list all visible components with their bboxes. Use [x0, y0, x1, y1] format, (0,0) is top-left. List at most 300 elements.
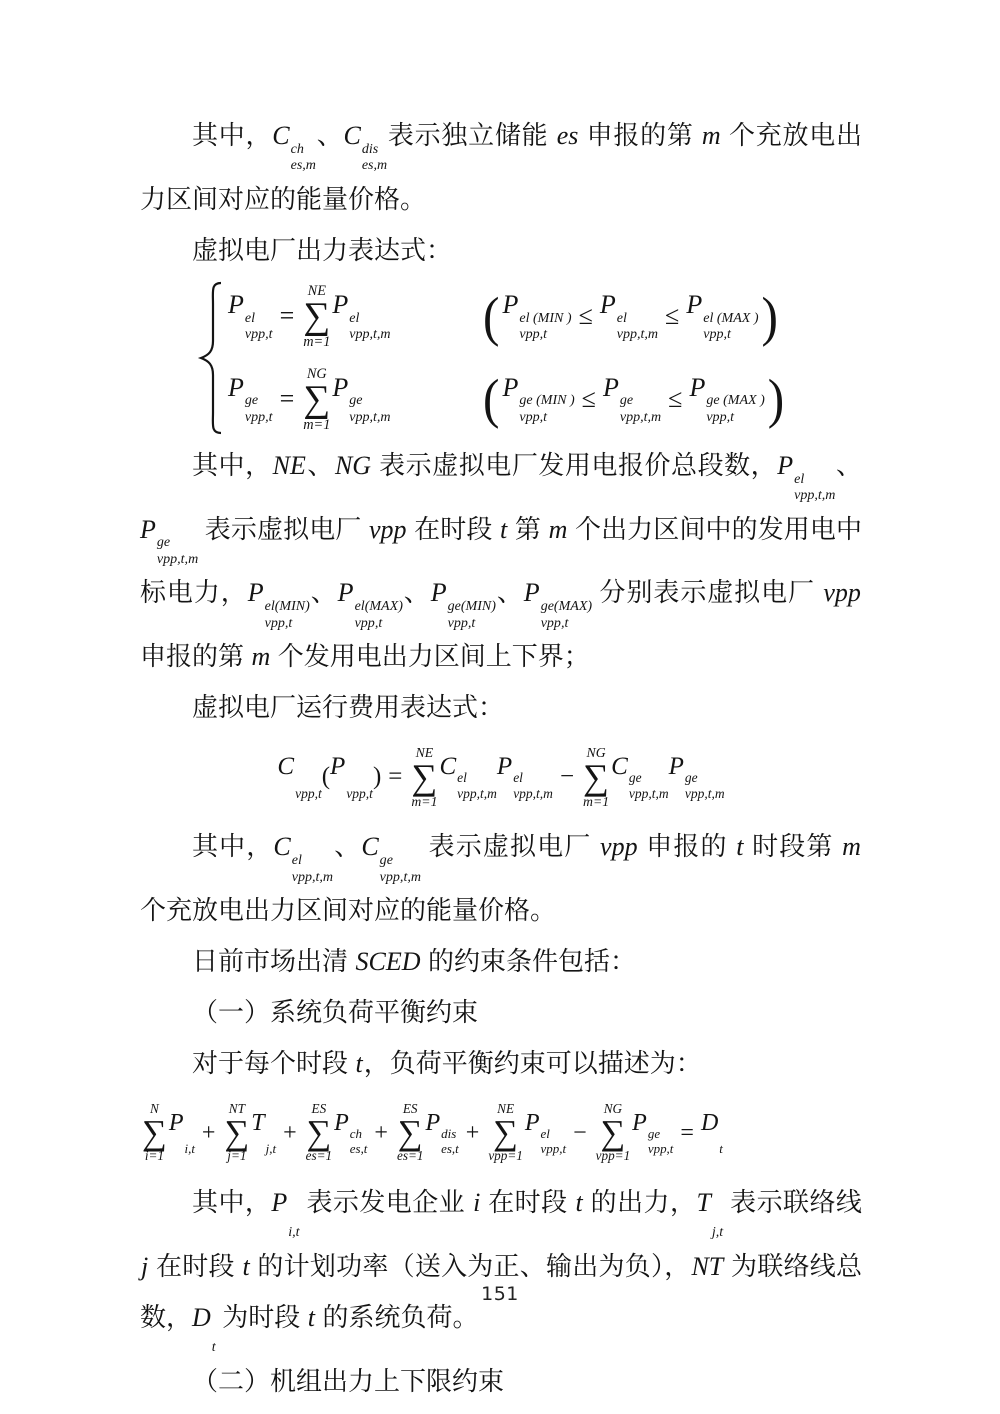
math-base: P — [430, 578, 447, 608]
text-run: （一）系统负荷平衡约束 — [192, 998, 479, 1028]
text-run: 表示联络 — [723, 1188, 836, 1218]
latin-italic-run: es — [556, 121, 579, 150]
math-variable — [611, 753, 668, 802]
math-variable — [334, 1110, 367, 1157]
math-superscript: el — [794, 470, 805, 487]
math-variable — [502, 290, 571, 343]
para-vpp-price — [140, 821, 862, 936]
math-variable — [632, 1110, 673, 1157]
sum-upper-limit: NE — [497, 1101, 515, 1117]
text-run: ) — [372, 763, 382, 791]
math-subscript: es,m — [361, 157, 388, 174]
latin-italic-run: NE — [272, 450, 306, 480]
math-base: P — [524, 1109, 540, 1136]
math-operator: + — [465, 1119, 480, 1146]
sigma-icon: ∑ — [303, 295, 331, 338]
sum-lower-limit: m=1 — [303, 416, 331, 433]
sum-operator — [488, 1102, 523, 1164]
math-superscript: el (MIN ) — [519, 309, 572, 326]
math-base: P — [228, 372, 244, 402]
sum-lower-limit: es=1 — [305, 1148, 333, 1164]
math-operator: = — [279, 384, 295, 414]
text-run: 在时段 — [407, 514, 500, 544]
equation-condition — [480, 368, 787, 430]
text-run: 日前市场出清 — [192, 947, 355, 977]
sum-upper-limit: NT — [228, 1101, 245, 1117]
math-operator: ≤ — [668, 384, 683, 414]
math-superscript: el — [457, 770, 467, 786]
math-variable — [228, 290, 273, 343]
equation-row — [228, 366, 787, 433]
math-scripts — [541, 1126, 567, 1157]
sigma-icon: ∑ — [224, 1113, 250, 1153]
math-superscript — [346, 770, 373, 786]
para-heading-two — [140, 1356, 862, 1407]
latin-italic-run: vpp — [823, 578, 861, 608]
equation-left — [228, 366, 480, 433]
latin-italic-run: m — [251, 642, 271, 672]
sum-operator — [306, 1102, 332, 1164]
latin-italic-run: m — [701, 121, 721, 150]
text-run: 、 — [333, 832, 362, 862]
text-run: 时段 — [744, 832, 807, 862]
sum-operator — [596, 1102, 631, 1164]
math-base: P — [523, 578, 540, 608]
math-operator: + — [201, 1119, 216, 1146]
sum-lower-limit: es=1 — [396, 1148, 424, 1164]
math-subscript: vpp,t,m — [513, 785, 553, 801]
sum-upper-limit: ES — [311, 1101, 327, 1117]
math-superscript: ch — [349, 1125, 363, 1141]
math-base: P — [686, 290, 703, 320]
para-vpp-cost-caption — [140, 682, 862, 733]
text-run: 、 — [306, 450, 334, 480]
math-superscript: el — [349, 309, 360, 326]
math-scripts — [350, 1126, 368, 1157]
math-scripts — [719, 1126, 723, 1157]
big-paren: ( — [483, 285, 500, 348]
math-variable — [439, 753, 496, 802]
math-subscript: vpp,t — [519, 326, 548, 343]
vpp-output-system — [196, 280, 862, 436]
text-run: 络线总数， — [140, 1251, 862, 1332]
math-subscript: vpp,t,m — [349, 409, 391, 426]
para-sced-intro — [140, 936, 862, 987]
text-run: 虚拟电厂运行费用表达式： — [192, 693, 505, 723]
text-run: 为时段 — [215, 1302, 307, 1332]
math-variable — [525, 1110, 566, 1157]
sigma-icon: ∑ — [303, 377, 331, 420]
math-scripts — [620, 392, 661, 425]
math-variable — [273, 821, 333, 885]
math-superscript — [719, 1126, 723, 1141]
math-subscript: i,t — [184, 1141, 195, 1157]
math-variable — [271, 1177, 299, 1241]
sum-upper-limit: NE — [415, 745, 434, 761]
text-run: 的系统负荷。 — [315, 1302, 479, 1332]
text-run: 、 — [315, 121, 344, 150]
latin-italic-run: SCED — [355, 947, 421, 977]
sigma-icon: ∑ — [306, 1113, 332, 1153]
sum-lower-limit: vpp=1 — [488, 1148, 523, 1164]
text-run: 个充放电出力区间对应的能量价格。 — [140, 896, 557, 926]
math-subscript: vpp,t — [346, 785, 373, 801]
math-variable — [425, 1110, 458, 1157]
math-base: P — [337, 578, 354, 608]
math-variable — [248, 567, 310, 631]
math-variable — [338, 567, 403, 631]
math-scripts — [513, 770, 553, 802]
math-subscript: vpp,t,m — [156, 550, 199, 567]
math-base: C — [439, 752, 457, 780]
math-scripts — [295, 770, 322, 802]
text-run: ( — [321, 763, 331, 791]
math-variable — [251, 1110, 276, 1157]
sigma-icon: ∑ — [411, 756, 438, 797]
math-base: T — [251, 1109, 265, 1136]
math-scripts — [448, 598, 496, 631]
math-operator: ≤ — [581, 384, 596, 414]
math-superscript: ge(MIN) — [447, 598, 496, 615]
math-operator: ≤ — [578, 301, 593, 331]
sum-operator — [224, 1102, 249, 1164]
math-variable — [777, 440, 835, 504]
text-run: 表示虚拟电厂发用电报价总段数， — [372, 450, 778, 480]
sum-upper-limit: NE — [307, 283, 326, 300]
math-base: P — [632, 1109, 647, 1136]
math-superscript: ge (MAX ) — [706, 392, 765, 409]
text-run: 个发用电出力区间上下界； — [271, 642, 590, 672]
math-superscript — [712, 1208, 723, 1225]
math-superscript: el(MIN) — [264, 598, 310, 615]
math-variable — [524, 567, 592, 631]
math-scripts — [519, 392, 574, 425]
math-superscript: dis — [441, 1125, 457, 1141]
latin-italic-run: t — [355, 1049, 363, 1079]
latin-italic-run: j — [141, 1251, 149, 1281]
math-base: C — [277, 752, 295, 780]
big-paren: ) — [767, 368, 785, 430]
latin-italic-run: i — [473, 1188, 481, 1218]
math-base: P — [247, 578, 264, 608]
math-subscript: es,t — [349, 1141, 368, 1157]
math-subscript: vpp,t — [540, 614, 569, 631]
math-base: D — [192, 1302, 211, 1332]
math-scripts — [245, 392, 273, 425]
text-run: 分别表示 — [592, 578, 708, 608]
math-scripts — [794, 471, 835, 504]
latin-italic-run: t — [242, 1251, 250, 1281]
sum-lower-limit: m=1 — [411, 793, 438, 809]
math-base: C — [272, 121, 290, 150]
text-run: 、 — [835, 450, 862, 480]
math-operator: − — [573, 1119, 587, 1146]
text-run: ，负荷平衡约束可以描述为： — [363, 1049, 702, 1079]
math-subscript: vpp,t — [703, 326, 731, 343]
text-run: 表示独立储能 — [387, 121, 556, 150]
math-scripts — [457, 770, 497, 802]
big-paren: ( — [483, 368, 500, 430]
text-run: 个充放电出力区间对应的能量价格。 — [140, 121, 862, 214]
sum-operator — [397, 1102, 423, 1164]
math-scripts — [349, 392, 390, 425]
sigma-icon: ∑ — [142, 1113, 167, 1153]
text-run: 、 — [309, 578, 338, 608]
para-heading-one — [140, 987, 862, 1038]
math-subscript: vpp,t,m — [379, 868, 421, 885]
math-variable — [361, 821, 421, 885]
math-variable — [343, 110, 387, 174]
page-content — [140, 110, 862, 1407]
text-run: 的出力， — [583, 1188, 697, 1218]
math-scripts — [648, 1126, 674, 1157]
math-base: P — [332, 372, 349, 402]
math-superscript: ch — [290, 140, 304, 157]
math-superscript: dis — [361, 140, 379, 157]
math-base: P — [140, 514, 156, 544]
math-base: P — [271, 1188, 288, 1218]
math-subscript: vpp,t,m — [619, 409, 662, 426]
math-base: P — [425, 1109, 441, 1136]
sum-lower-limit: j=1 — [227, 1148, 247, 1164]
math-variable — [330, 753, 373, 802]
math-variable — [669, 753, 725, 802]
math-variable — [332, 290, 390, 343]
math-subscript: vpp,t,m — [684, 785, 725, 801]
math-scripts — [245, 310, 273, 343]
math-scripts — [380, 852, 421, 885]
text-run: 为联 — [724, 1251, 784, 1281]
latin-italic-run: t — [575, 1188, 583, 1218]
latin-italic-run: t — [736, 832, 744, 862]
text-run: 其中， — [192, 1188, 272, 1218]
math-scripts — [292, 852, 333, 885]
text-run: 、 — [495, 578, 524, 608]
math-subscript: t — [211, 1339, 216, 1356]
math-superscript: ge — [379, 852, 393, 869]
equation-left — [228, 283, 480, 350]
text-run: 表示虚拟电厂 — [420, 832, 600, 862]
math-superscript: ge(MAX) — [540, 598, 593, 615]
sigma-icon: ∑ — [493, 1113, 518, 1153]
sum-lower-limit: i=1 — [144, 1148, 164, 1164]
math-subscript: vpp,t,m — [457, 785, 497, 801]
sum-upper-limit: NG — [603, 1101, 623, 1117]
text-run: 、 — [402, 578, 431, 608]
latin-italic-run: m — [548, 514, 568, 544]
math-subscript: vpp,t,m — [291, 868, 334, 885]
math-operator: = — [680, 1119, 694, 1146]
math-subscript: t — [719, 1141, 723, 1157]
math-subscript: vpp,t — [540, 1141, 567, 1157]
math-base: P — [668, 752, 684, 780]
math-variable — [696, 1177, 723, 1241]
latin-italic-run: vpp — [600, 832, 638, 862]
text-run: 对于每个时段 — [192, 1049, 355, 1079]
latin-italic-run: t — [307, 1302, 315, 1332]
math-variable — [228, 373, 273, 426]
text-run: 的约束条件包括： — [421, 947, 637, 977]
text-run: 申报的第 — [579, 121, 701, 150]
para-storage-price — [140, 110, 862, 225]
math-scripts — [629, 770, 669, 802]
math-superscript: ge — [647, 1125, 661, 1141]
text-run: 个出力区间中的发用电中标电力， — [140, 514, 862, 608]
math-base: C — [361, 832, 379, 862]
math-variable — [600, 290, 658, 343]
text-run: 申报的 — [638, 832, 736, 862]
sum-lower-limit: m=1 — [583, 793, 610, 809]
math-variable — [272, 110, 316, 174]
sum-upper-limit: NG — [586, 745, 606, 761]
math-subscript: j,t — [711, 1224, 724, 1241]
para-balance-intro — [140, 1038, 862, 1089]
math-base: P — [496, 752, 513, 780]
text-run: 的计划功率（送入为正、输出为负）， — [250, 1251, 691, 1281]
math-base: P — [689, 372, 706, 402]
para-balance-vars — [140, 1177, 862, 1356]
sigma-icon: ∑ — [583, 756, 610, 797]
math-subscript: es,m — [290, 157, 316, 174]
math-base: P — [502, 372, 519, 402]
math-superscript: el (MAX ) — [703, 309, 759, 326]
load-balance-equation — [140, 1097, 862, 1169]
sum-lower-limit: vpp=1 — [595, 1148, 631, 1164]
math-scripts — [519, 310, 571, 343]
math-variable — [497, 753, 553, 802]
text-run: 其中， — [192, 450, 272, 480]
sum-lower-limit: m=1 — [303, 333, 331, 350]
para-vpp-bounds — [140, 440, 862, 682]
math-scripts — [706, 392, 764, 425]
math-subscript: vpp,t — [244, 409, 273, 426]
text-run: 表示发电企业 — [299, 1188, 473, 1218]
sum-upper-limit: ES — [402, 1101, 418, 1117]
sum-upper-limit: NG — [306, 365, 327, 382]
sum-upper-limit: N — [150, 1101, 159, 1117]
text-run: 第 — [806, 832, 842, 862]
equation-rows — [228, 283, 787, 432]
text-run: 其中， — [192, 832, 274, 862]
math-base: P — [228, 290, 244, 320]
math-base: C — [611, 752, 628, 780]
math-subscript: vpp,t — [295, 785, 322, 801]
math-subscript: vpp,t,m — [616, 326, 659, 343]
text-run: 线 — [835, 1188, 862, 1218]
math-variable — [603, 373, 661, 426]
math-variable — [169, 1110, 195, 1157]
text-run: 虚拟电厂 — [707, 578, 823, 608]
math-scripts — [291, 141, 316, 174]
text-run: 表示虚拟电厂 — [198, 514, 368, 544]
text-run: 在时段 — [481, 1188, 575, 1218]
text-run: 申报的第 — [140, 642, 251, 672]
math-superscript: ge — [349, 392, 363, 409]
latin-italic-run: NG — [334, 450, 372, 480]
math-superscript — [295, 770, 322, 786]
text-run: 第 — [508, 514, 548, 544]
math-variable — [277, 753, 321, 802]
math-scripts — [617, 310, 658, 343]
math-subscript: vpp,t — [264, 614, 293, 631]
equation-condition — [480, 285, 781, 348]
math-subscript: vpp,t,m — [794, 487, 836, 504]
page-number: 151 — [481, 1283, 519, 1305]
math-superscript: ge — [628, 770, 642, 786]
math-subscript: i,t — [288, 1224, 300, 1241]
math-variable — [431, 567, 496, 631]
math-variable — [502, 373, 574, 426]
sigma-icon: ∑ — [397, 1113, 423, 1153]
math-superscript: ge (MIN ) — [519, 392, 575, 409]
math-scripts — [184, 1126, 194, 1157]
math-scripts — [355, 598, 403, 631]
math-base: P — [332, 290, 349, 320]
math-base: C — [273, 832, 291, 862]
math-scripts — [288, 1208, 299, 1241]
math-superscript: el — [616, 309, 627, 326]
left-brace-icon — [196, 280, 226, 436]
math-superscript — [288, 1208, 299, 1225]
math-base: P — [502, 290, 519, 320]
math-base: P — [602, 372, 619, 402]
sum-operator — [583, 745, 609, 809]
sum-operator — [303, 366, 330, 433]
math-superscript: el — [540, 1125, 550, 1141]
math-superscript: el(MAX) — [354, 598, 403, 615]
math-scripts — [346, 770, 373, 802]
latin-italic-run: t — [500, 514, 508, 544]
math-superscript: ge — [156, 534, 171, 551]
math-subscript: vpp,t — [706, 409, 734, 426]
math-scripts — [541, 598, 592, 631]
math-subscript: es,t — [441, 1141, 459, 1157]
text-run: （二）机组出力上下限约束 — [192, 1366, 505, 1396]
math-base: P — [777, 450, 794, 480]
math-scripts — [685, 770, 725, 802]
math-variable — [686, 290, 758, 343]
math-scripts — [712, 1208, 723, 1241]
math-scripts — [265, 598, 310, 631]
math-subscript: vpp,t — [354, 614, 383, 631]
sum-operator — [303, 283, 330, 350]
sum-operator — [411, 745, 437, 809]
math-scripts — [703, 310, 758, 343]
math-scripts — [157, 534, 198, 567]
math-subscript: vpp,t — [647, 1141, 674, 1157]
math-subscript: vpp,t — [244, 326, 273, 343]
math-superscript: ge — [619, 392, 634, 409]
math-superscript — [184, 1126, 194, 1141]
math-base: T — [696, 1188, 711, 1218]
math-operator: = — [279, 301, 295, 331]
math-scripts — [266, 1126, 276, 1157]
sigma-icon: ∑ — [600, 1113, 626, 1153]
para-vpp-output-caption — [140, 225, 862, 276]
math-operator: ≤ — [665, 301, 680, 331]
math-superscript: el — [244, 309, 256, 326]
math-operator: + — [374, 1119, 388, 1146]
text-run: 在时段 — [149, 1251, 242, 1281]
sum-operator — [142, 1102, 167, 1164]
math-scripts — [362, 141, 387, 174]
math-superscript: el — [513, 770, 523, 786]
latin-italic-run: m — [842, 832, 861, 862]
math-base: P — [334, 1109, 349, 1136]
math-scripts — [441, 1126, 459, 1157]
big-paren: ) — [761, 285, 778, 348]
latin-italic-run: NT — [691, 1251, 724, 1281]
